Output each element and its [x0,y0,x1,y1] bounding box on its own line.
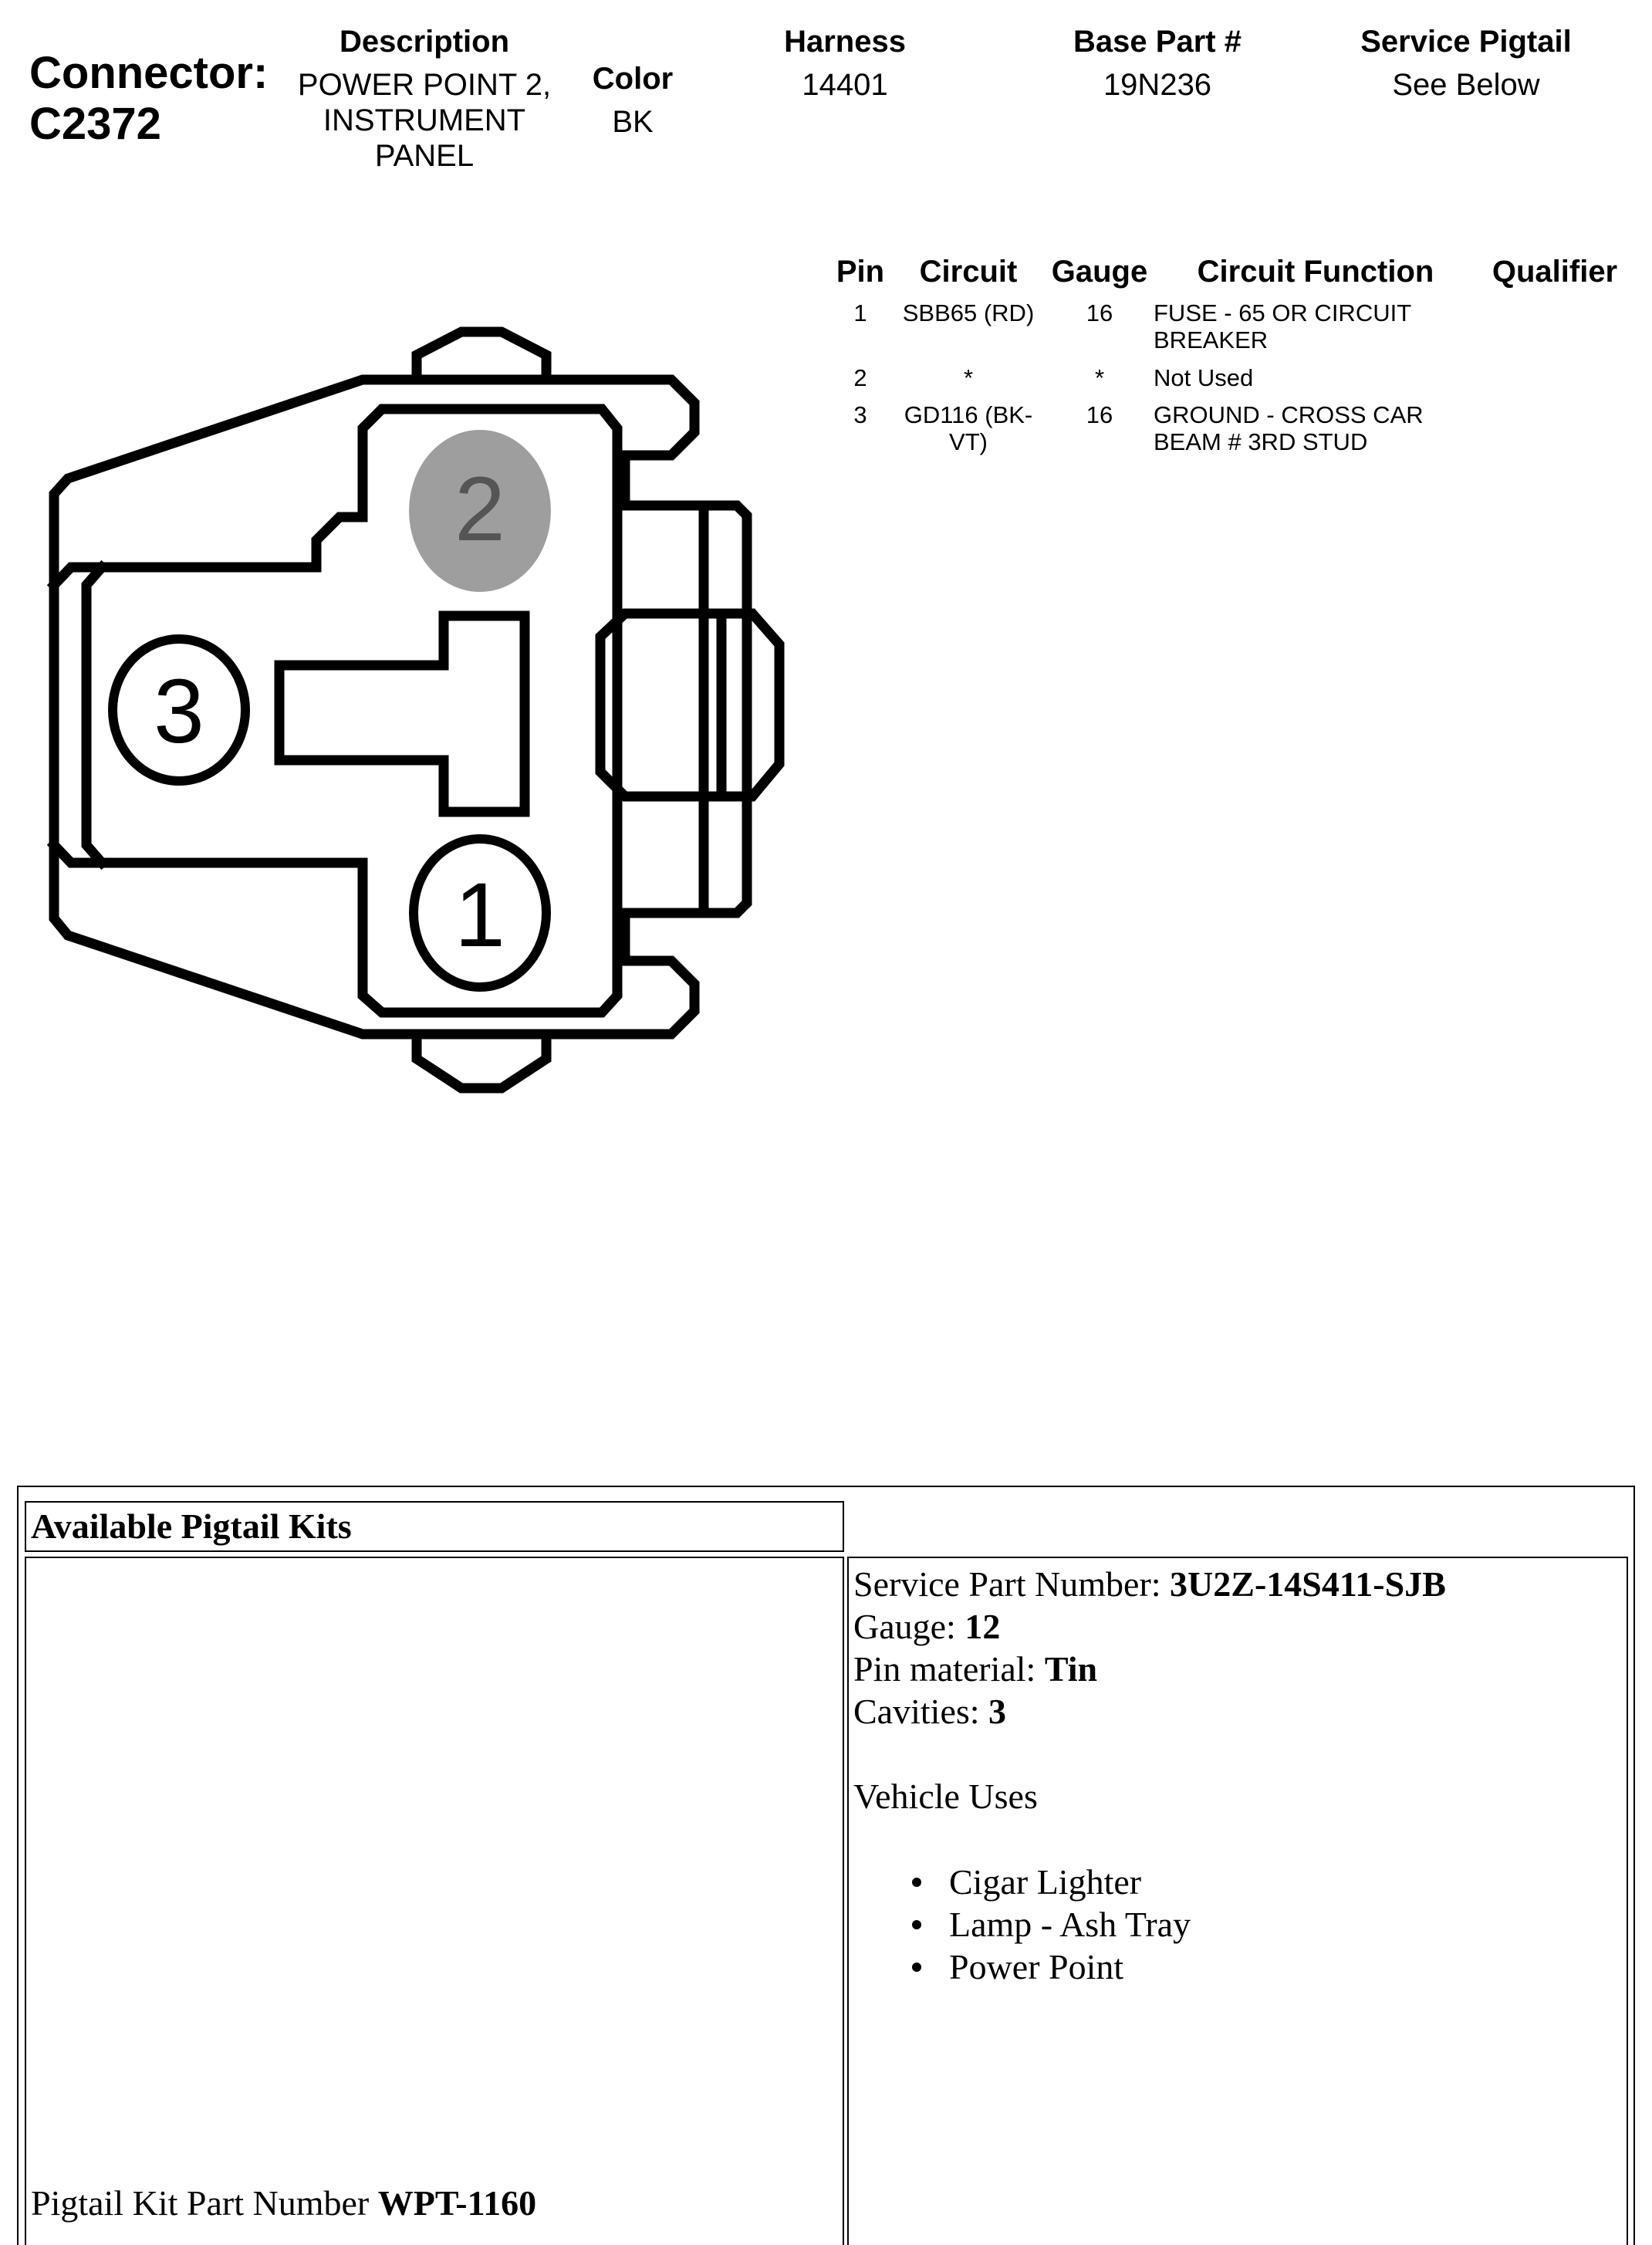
circuit-line: GD116 (BK- [904,401,1033,428]
service-pigtail-header: Service Pigtail [1360,25,1572,59]
function-line: FUSE - 65 OR CIRCUIT [1154,299,1412,326]
gauge-label: Gauge: [853,1607,965,1646]
pin-material-value: Tin [1044,1649,1098,1689]
bullet-icon [912,1963,921,1972]
vehicle-uses-title: Vehicle Uses [853,1777,1038,1816]
connector-inner-wall [86,567,102,863]
gauge-cell: 16 [1086,401,1113,428]
harness-value: 14401 [802,68,888,102]
gauge-cell: * [1094,364,1105,391]
service-pigtail-column [1327,25,1605,103]
base-part-header: Base Part # [1073,25,1242,59]
gauge-col-header: Gauge [1051,255,1148,289]
qualifier-col-header: Qualifier [1492,255,1618,289]
bullet-icon [912,1878,921,1887]
vehicle-use-label: Lamp - Ash Tray [949,1905,1191,1944]
function-cell [1154,299,1478,353]
base-part-value: 19N236 [1103,68,1212,102]
pin-3-label: 3 [154,661,204,762]
circuit-line: SBB65 (RD) [902,299,1035,326]
connector-id: C2372 [29,99,161,149]
color-value: BK [612,105,654,139]
harness-header: Harness [784,25,906,59]
connector-face-diagram [0,0,849,1111]
cavities-row [853,1690,1446,1733]
connector-top-latch [417,332,546,380]
circuit-cell [895,299,1042,326]
circuit-cell [895,401,1042,455]
pin-material-row [853,1648,1446,1690]
pin-cell: 3 [853,401,867,428]
connector-key [279,616,525,812]
gauge-value: 12 [965,1607,1001,1646]
function-line: Not Used [1154,364,1254,391]
pigtail-kits-title-box [25,1501,844,1552]
vehicle-use-label: Cigar Lighter [949,1862,1142,1902]
vehicle-use-item [949,1946,1446,1988]
vehicle-use-item [949,1861,1446,1903]
bullet-icon [912,1920,921,1929]
color-header: Color [592,62,674,96]
description-line: INSTRUMENT [323,103,526,137]
pigtail-kit-part-number: WPT-1160 [377,2183,537,2223]
service-pigtail-value: See Below [1392,68,1540,102]
pigtail-kit-part [31,2182,536,2224]
circuit-cell [895,364,1042,391]
pin-cell: 1 [853,299,867,326]
cavities-label: Cavities: [853,1692,989,1731]
service-part-label: Service Part Number: [853,1564,1171,1604]
pin-col-header: Pin [836,255,885,289]
function-col-header: Circuit Function [1197,255,1434,289]
connector-bottom-latch [417,1034,546,1088]
circuit-col-header: Circuit [919,255,1018,289]
service-part-row [853,1563,1446,1605]
pigtail-kit-part-label: Pigtail Kit Part Number [31,2183,378,2223]
function-line: BEAM # 3RD STUD [1154,428,1368,455]
gauge-cell: 16 [1086,299,1113,326]
circuit-line: VT) [949,428,988,455]
function-line: GROUND - CROSS CAR [1154,401,1424,428]
description-header: Description [339,25,510,59]
pigtail-kit-right-cell [847,1557,1628,2245]
pin-2-label: 2 [454,458,505,560]
pin-1-label: 1 [454,864,505,966]
vehicle-use-item [949,1903,1446,1946]
pigtail-kit-left-cell [25,1557,844,2245]
circuit-line: * [963,364,974,391]
vehicle-uses-list [949,1861,1446,1988]
description-line: POWER POINT 2, [297,68,552,102]
vehicle-use-label: Power Point [949,1947,1124,1986]
base-part-column [1042,25,1273,103]
pigtail-kits-title: Available Pigtail Kits [31,1506,352,1546]
connector-label: Connector: [29,48,269,98]
description-line: PANEL [374,139,475,173]
service-part-number: 3U2Z-14S411-SJB [1170,1564,1446,1604]
function-line: BREAKER [1154,326,1269,353]
gauge-row [853,1605,1446,1648]
function-cell [1154,401,1478,455]
pigtail-kit-details [853,1563,1446,1988]
pin-material-label: Pin material: [853,1649,1045,1689]
function-cell [1154,364,1478,391]
cavities-value: 3 [988,1692,1007,1731]
pin-cell: 2 [853,364,867,391]
